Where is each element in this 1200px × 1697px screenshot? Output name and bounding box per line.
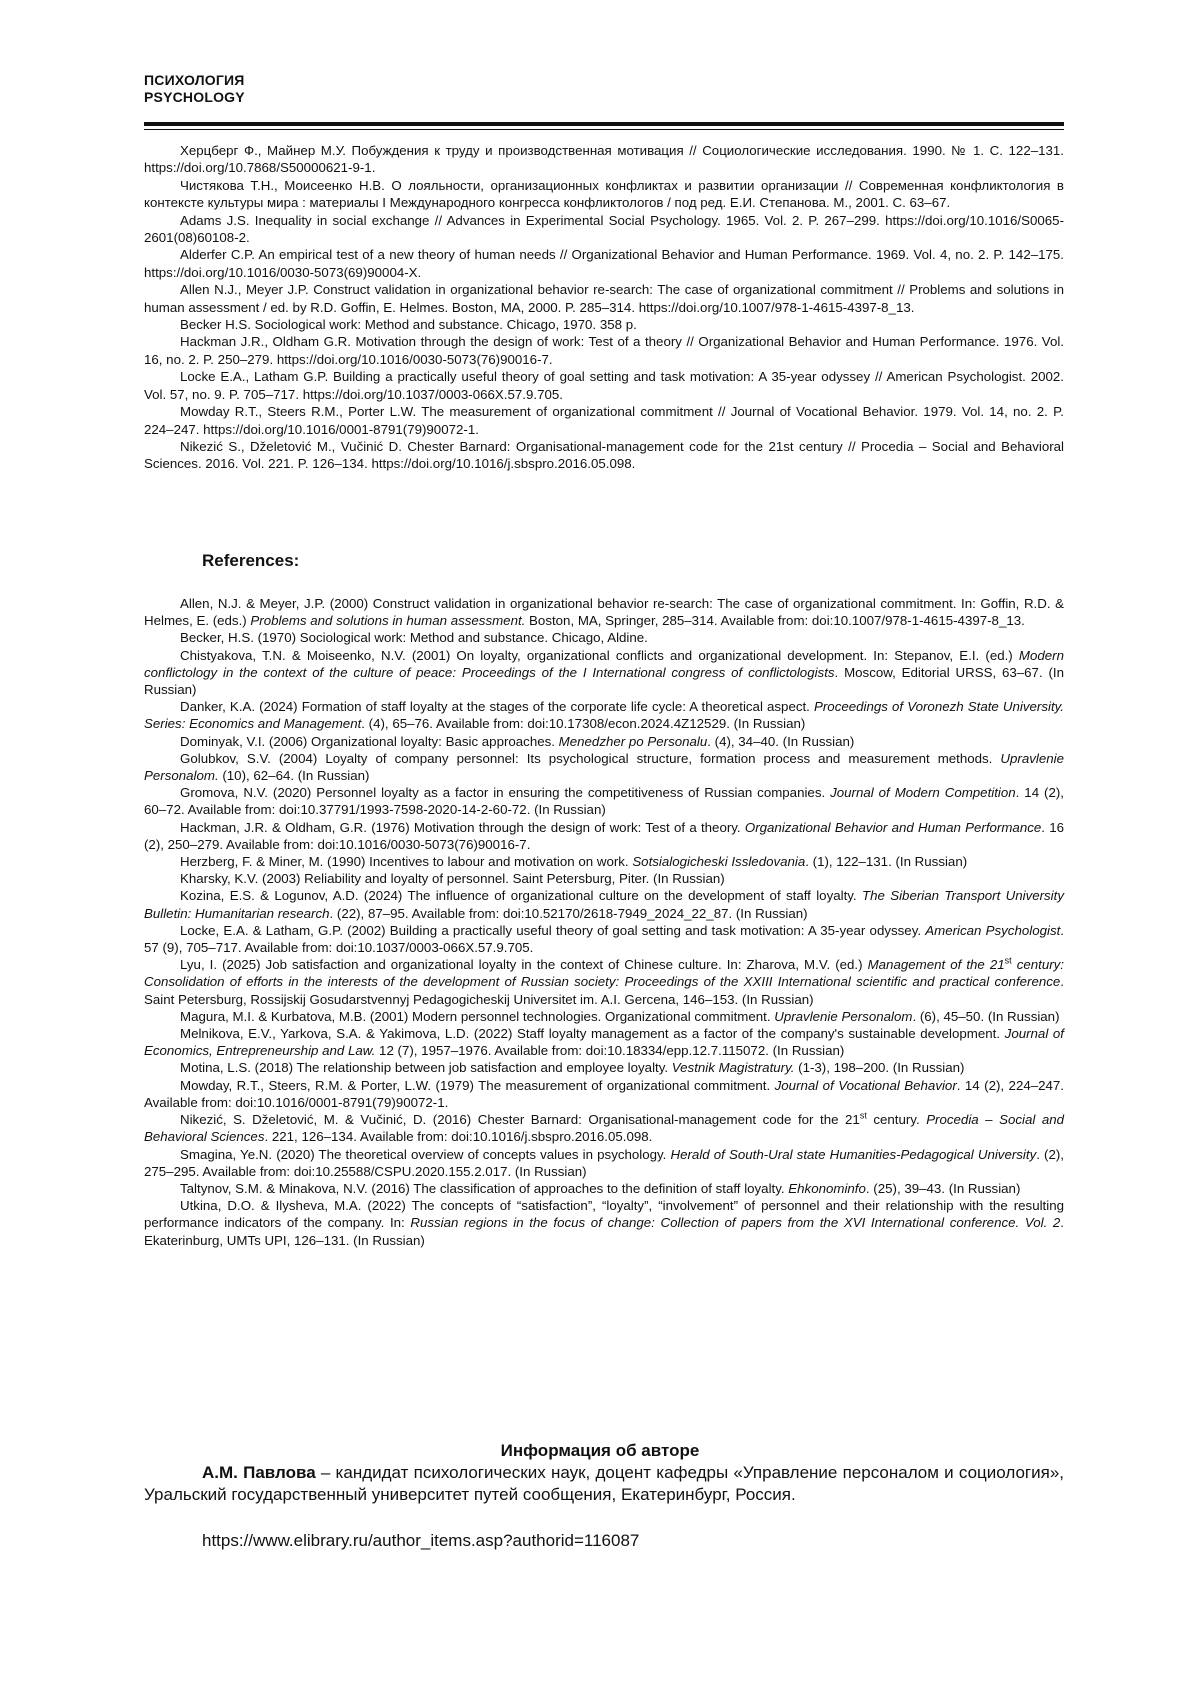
reference-text: Boston, MA, Springer, 285–314. Available from: doi:10.1007/978-1-4615-4397-8_13. [525,613,1025,629]
reference-entry [144,956,1064,1008]
reference-entry [144,1180,1064,1197]
reference-text: Gromova, N.V. (2020) Personnel loyalty as a factor in ensuring the competitiveness of Russian companies. [180,785,831,801]
reference-source: century: Consolidation of efforts in the interests of the development of Russian society: Proceedings of the XXIII International scientific and practical conference [144,957,1065,990]
reference-text: . (4), 65–76. Available from: doi:10.17308/econ.2024.4Z12529. (In Russian) [361,716,806,732]
bibliography-entry: Mowday R.T., Steers R.M., Porter L.W. The measurement of organizational commitment // Journal of Vocational Behavior. 1979. Vol. 14, no. 2. P. 224–247. https://doi.org/10.1016/0001-8791(79)90072-1. [144,404,1064,437]
reference-superscript: st [1004,955,1012,966]
reference-source: American Psychologist [925,922,1061,938]
author-profile-link[interactable]: https://www.elibrary.ru/author_items.asp?authorid=116087 [202,1531,640,1550]
bibliography-entry: Locke E.A., Latham G.P. Building a practically useful theory of goal setting and task motivation: A 35-year odyssey // American Psychologist. 2002. Vol. 57, no. 9. P. 705–717. https://doi.org/10.1037/0003-066X.57.9.705. [144,369,1064,402]
reference-text: Danker, K.A. (2024) Formation of staff loyalty at the stages of the corporate life cycle: A theoretical aspect. [180,699,814,715]
author-info [144,1462,1064,1506]
reference-entry [144,819,1064,853]
reference-source: Vestnik Magistratury. [671,1060,795,1076]
reference-text: . Moscow, Editorial URSS, 63–67. (In Russian) [144,664,1064,698]
reference-source: Menedzher po Personalu [558,733,708,749]
reference-text: . (4), 34–40. (In Russian) [707,733,855,749]
reference-text: century. [866,1112,927,1128]
bibliography-entry: Alderfer C.P. An empirical test of a new theory of human needs // Organizational Behavior and Human Performance. 1969. Vol. 4, no. 2. P. 142–175. https://doi.org/10.1016/0030-5073(69)90004-X. [144,247,1064,280]
reference-text: Locke, E.A. & Latham, G.P. (2002) Building a practically useful theory of goal setting and task motivation: A 35-year odyssey. [180,922,926,938]
references-heading: References: [202,551,300,570]
reference-text: Golubkov, S.V. (2004) Loyalty of company personnel: Its psychological structure, formation process and measurement methods. [180,750,1001,766]
reference-source: The Siberian Transport University Bulletin: Humanitarian research [144,888,1064,921]
reference-text: Mowday, R.T., Steers, R.M. & Porter, L.W. (1979) The measurement of organizational commitment. [180,1077,775,1093]
reference-text: 12 (7), 1957–1976. Available from: doi:10.18334/epp.12.7.115072. (In Russian) [375,1043,845,1059]
reference-text: Utkina, D.O. & Ilysheva, M.A. (2022) The concepts of “satisfaction”, “loyalty”, “involvement” of personnel and their relationship with the resulting performance indicators of the company. In: [144,1198,1064,1231]
references-list [144,595,1064,1249]
reference-entry [144,1197,1064,1249]
reference-entry [144,1008,1064,1025]
bibliography-list [144,142,1064,473]
running-header [144,72,245,106]
reference-text: . (25), 39–43. (In Russian) [865,1180,1021,1196]
reference-source: Journal of Vocational Behavior [774,1077,957,1093]
header-rule-thick [144,122,1064,126]
reference-entry [144,870,1064,887]
author-bio-paragraph [144,1462,1064,1506]
reference-text: . 57 (9), 705–717. Available from: doi:10.1037/0003-066X.57.9.705. [144,922,1064,956]
author-info-heading: Информация об авторе [500,1441,700,1460]
reference-text: Chistyakova, T.N. & Moiseenko, N.V. (2001) On loyalty, organizational conflicts and organizational development. In: Stepanov, E.I. (ed.) [180,647,1019,663]
reference-source: Journal of Economics, Entrepreneurship and Law. [144,1026,1064,1059]
reference-source: Upravlenie Personalom. [144,750,1064,784]
reference-entry [144,1111,1064,1145]
reference-entry [144,784,1064,818]
bibliography-entry: Hackman J.R., Oldham G.R. Motivation through the design of work: Test of a theory // Organizational Behavior and Human Performance. 1976. Vol. 16, no. 2. P. 250–279. https://doi.org/10.1016/0030-5073(76)90016-7. [144,334,1064,367]
reference-text: Smagina, Ye.N. (2020) The theoretical overview of concepts values in psychology. [180,1146,671,1162]
reference-entry [144,647,1064,699]
reference-text: Kharsky, K.V. (2003) Reliability and loyalty of personnel. Saint Petersburg, Piter. (In Russian) [180,871,725,887]
reference-text: Kozina, E.S. & Logunov, A.D. (2024) The influence of organizational culture on the development of staff loyalty. [180,888,862,904]
reference-source: Problems and solutions in human assessment. [250,613,526,629]
author-name: А.М. Павлова [202,1463,316,1482]
reference-source: Organizational Behavior and Human Performance [744,819,1042,835]
reference-text: Hackman, J.R. & Oldham, G.R. (1976) Motivation through the design of work: Test of a theory. [180,819,745,835]
bibliography-entry: Becker H.S. Sociological work: Method and substance. Chicago, 1970. 358 p. [180,317,637,333]
reference-text: Herzberg, F. & Miner, M. (1990) Incentives to labour and motivation on work. [180,854,633,870]
reference-source: Herald of South-Ural state Humanities-Pedagogical University [670,1146,1037,1162]
reference-text: . (2), 275–295. Available from: doi:10.25588/CSPU.2020.155.2.017. (In Russian) [144,1146,1064,1179]
reference-text: . 14 (2), 60–72. Available from: doi:10.37791/1993-7598-2020-14-2-60-72. (In Russian) [144,785,1064,818]
reference-entry [144,1025,1064,1059]
reference-text: . Saint Petersburg, Rossijskij Gosudarstvennyj Pedagogicheskij Universitet im. A.I. Gercena, 146–153. (In Russian) [144,974,1064,1007]
reference-entry [144,698,1064,732]
author-bio: – кандидат психологических наук, доцент кафедры «Управление персоналом и социология», Уральский государственный университет путей сообщения, Екатеринбург, Россия. [144,1463,1064,1504]
reference-source: Proceedings of Voronezh State University. Series: Economics and Management [144,699,1064,732]
reference-source: Russian regions in the focus of change: Collection of papers from the XVI International conference. Vol. 2 [410,1215,1061,1231]
reference-entry [144,922,1064,956]
reference-entry [144,853,1064,870]
reference-entry [144,1059,1064,1076]
reference-text: Becker, H.S. (1970) Sociological work: Method and substance. Chicago, Aldine. [180,630,648,646]
reference-text: . (1), 122–131. (In Russian) [805,854,968,870]
reference-entry [144,750,1064,784]
reference-entry [144,1146,1064,1180]
reference-source: Sotsialogicheski Issledovania [632,854,806,870]
header-title-en: PSYCHOLOGY [144,89,245,105]
reference-text: Melnikova, E.V., Yarkova, S.A. & Yakimova, L.D. (2022) Staff loyalty management as a factor of the company's sustainable development. [180,1026,1005,1042]
reference-text: . 14 (2), 224–247. Available from: doi:10.1016/0001-8791(79)90072-1. [144,1077,1065,1110]
reference-source: Ehkonominfo [788,1180,866,1196]
reference-entry [144,887,1064,921]
reference-text: Magura, M.I. & Kurbatova, M.B. (2001) Modern personnel technologies. Organizational commitment. [180,1008,775,1024]
reference-source: Upravlenie Personalom [774,1008,913,1024]
reference-text: . 16 (2), 250–279. Available from: doi:10.1016/0030-5073(76)90016-7. [144,819,1064,852]
reference-entry [144,595,1064,629]
bibliography-entry: Чистякова Т.Н., Моисеенко Н.В. О лояльности, организационных конфликтах и развитии организации // Современная конфликтология в контексте культуры мира : материалы I Международного конгресса конфликтологов / под ред. Е.И. Степанова. М., 2001. С. 63–67. [144,177,1064,211]
reference-text: Taltynov, S.M. & Minakova, N.V. (2016) The classification of approaches to the definition of staff loyalty. [180,1180,789,1196]
reference-source: Journal of Modern Competition [830,785,1016,801]
reference-text: Dominyak, V.I. (2006) Organizational loyalty: Basic approaches. [180,733,559,749]
reference-text: (1-3), 198–200. (In Russian) [794,1060,965,1076]
reference-entry [144,1077,1064,1111]
reference-text: (10), 62–64. (In Russian) [218,768,370,784]
header-title-ru: ПСИХОЛОГИЯ [144,72,245,88]
reference-text: Nikezić, S. Dželetović, M. & Vučinić, D. (2016) Chester Barnard: Organisational-management code for the 21 [180,1112,860,1128]
reference-text: Allen, N.J. & Meyer, J.P. (2000) Construct validation in organizational behavior re-search: The case of organizational commitment. In: Goffin, R.D. & Helmes, E. (eds.) [144,596,1064,629]
reference-text: . 221, 126–134. Available from: doi:10.1016/j.sbspro.2016.05.098. [264,1129,653,1145]
reference-superscript: st [859,1110,867,1121]
reference-source: Procedia – Social and Behavioral Sciences [144,1112,1065,1145]
bibliography-entry: Nikezić S., Dželetović M., Vučinić D. Chester Barnard: Organisational-management code for the 21st century // Procedia – Social and Behavioral Sciences. 2016. Vol. 221. P. 126–134. https://doi.org/10.1016/j.sbspro.2016.05.098. [144,438,1064,472]
reference-text: . (6), 45–50. (In Russian) [912,1008,1060,1024]
reference-text: . Ekaterinburg, UMTs UPI, 126–131. (In Russian) [144,1215,1064,1248]
reference-text: Lyu, I. (2025) Job satisfaction and organizational loyalty in the context of Chinese culture. In: Zharova, M.V. (ed.) [180,957,868,973]
header-rule-thin [144,129,1064,130]
reference-text: Motina, L.S. (2018) The relationship between job satisfaction and employee loyalty. [180,1060,672,1076]
reference-text: . (22), 87–95. Available from: doi:10.52170/2618-7949_2024_22_87. (In Russian) [329,905,808,921]
reference-source: Modern conflictology in the context of the culture of peace: Proceedings of the I International congress of conflictologists [144,647,1064,680]
reference-source: Management of the 21 [867,957,1005,973]
reference-entry [144,629,1064,646]
reference-entry [144,733,1064,750]
bibliography-entry: Херцберг Ф., Майнер М.У. Побуждения к труду и производственная мотивация // Социологические исследования. 1990. № 1. С. 122–131. https://doi.org/10.7868/S50000621-9-1. [144,143,1064,176]
bibliography-entry: Adams J.S. Inequality in social exchange // Advances in Experimental Social Psychology. 1965. Vol. 2. P. 267–299. https://doi.org/10.1016/S0065-2601(08)60108-2. [144,212,1064,246]
bibliography-entry: Allen N.J., Meyer J.P. Construct validation in organizational behavior re-search: The case of organizational commitment // Problems and solutions in human assessment / ed. by R.D. Goffin, E. Helmes. Boston, MA, 2000. P. 285–314. https://doi.org/10.1007/978-1-4615-4397-8_13. [144,282,1064,315]
